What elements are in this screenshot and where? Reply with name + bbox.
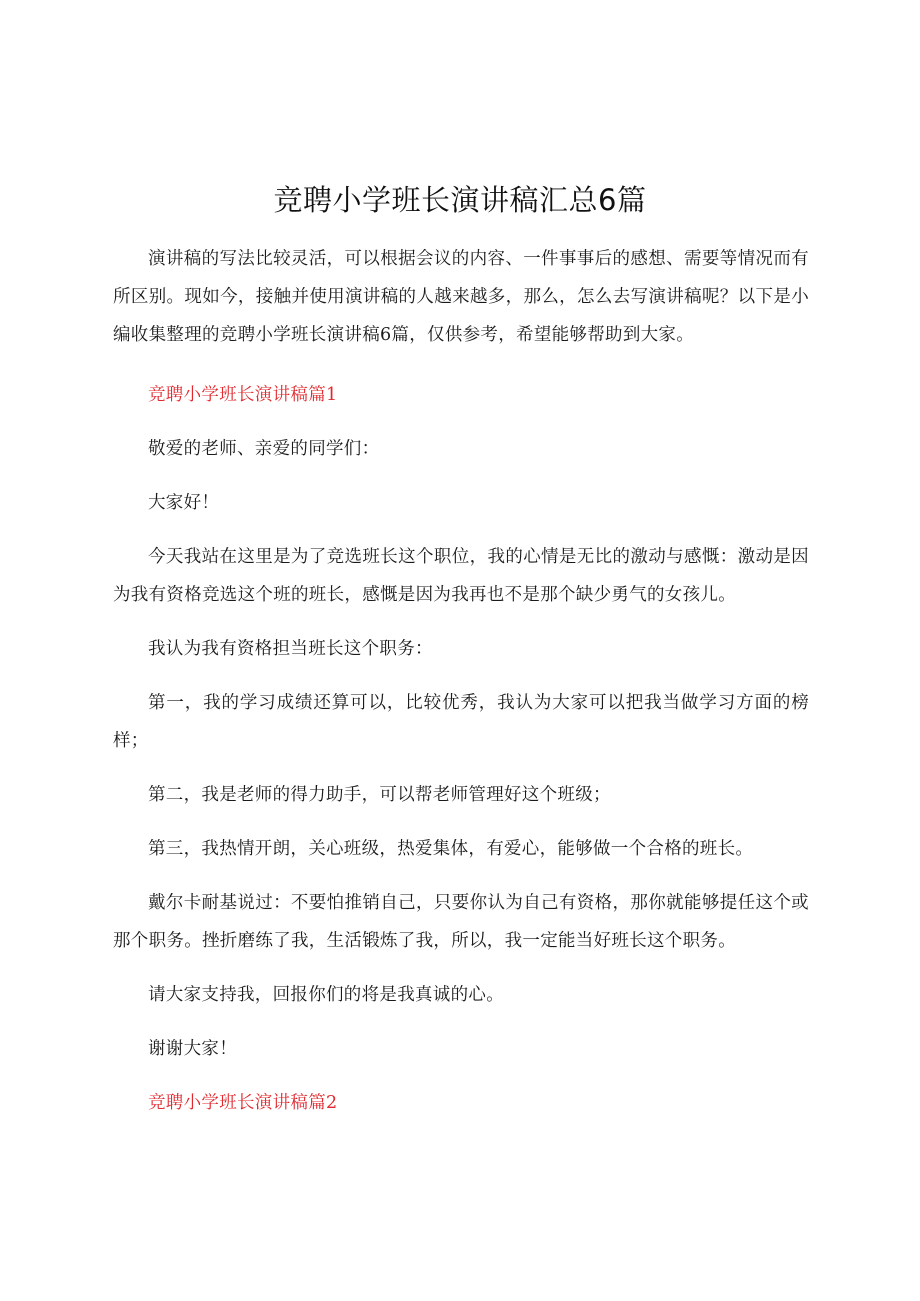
section-heading-2: 竞聘小学班长演讲稿篇2 [148,1093,338,1113]
paragraph-first-point: 第一，我的学习成绩还算可以，比较优秀，我认为大家可以把我当做学习方面的榜样； [113,693,809,751]
paragraph-thanks: 谢谢大家！ [148,1039,237,1059]
intro-paragraph: 演讲稿的写法比较灵活，可以根据会议的内容、一件事事后的感想、需要等情况而有所区别。现如今，接触并使用演讲稿的人越来越多，那么，怎么去写演讲稿呢？以下是小编收集整理的竞聘小学班长演讲稿6篇，仅供参考，希望能够帮助到大家。 [113,249,809,345]
document-body [113,240,809,1138]
paragraph-qualified: 我认为我有资格担当班长这个职务： [148,639,433,659]
paragraph-opening: 今天我站在这里是为了竞选班长这个职位，我的心情是无比的激动与感慨：激动是因为我有资格竞选这个班的班长，感慨是因为我再也不是那个缺少勇气的女孩儿。 [113,547,809,605]
paragraph-second-point: 第二，我是老师的得力助手，可以帮老师管理好这个班级； [148,785,611,805]
document-title: 竞聘小学班长演讲稿汇总6篇 [273,183,647,217]
paragraph-greeting-teachers: 敬爱的老师、亲爱的同学们： [148,439,380,459]
paragraph-carnegie-quote: 戴尔卡耐基说过：不要怕推销自己，只要你认为自己有资格，那你就能够提任这个或那个职务。挫折磨练了我，生活锻炼了我，所以，我一定能当好班长这个职务。 [113,893,809,951]
paragraph-third-point: 第三，我热情开朗，关心班级，热爱集体，有爱心，能够做一个合格的班长。 [148,839,754,859]
section-heading-1: 竞聘小学班长演讲稿篇1 [148,385,338,405]
paragraph-support: 请大家支持我，回报你们的将是我真诚的心。 [148,985,504,1005]
paragraph-hello: 大家好！ [148,493,220,513]
